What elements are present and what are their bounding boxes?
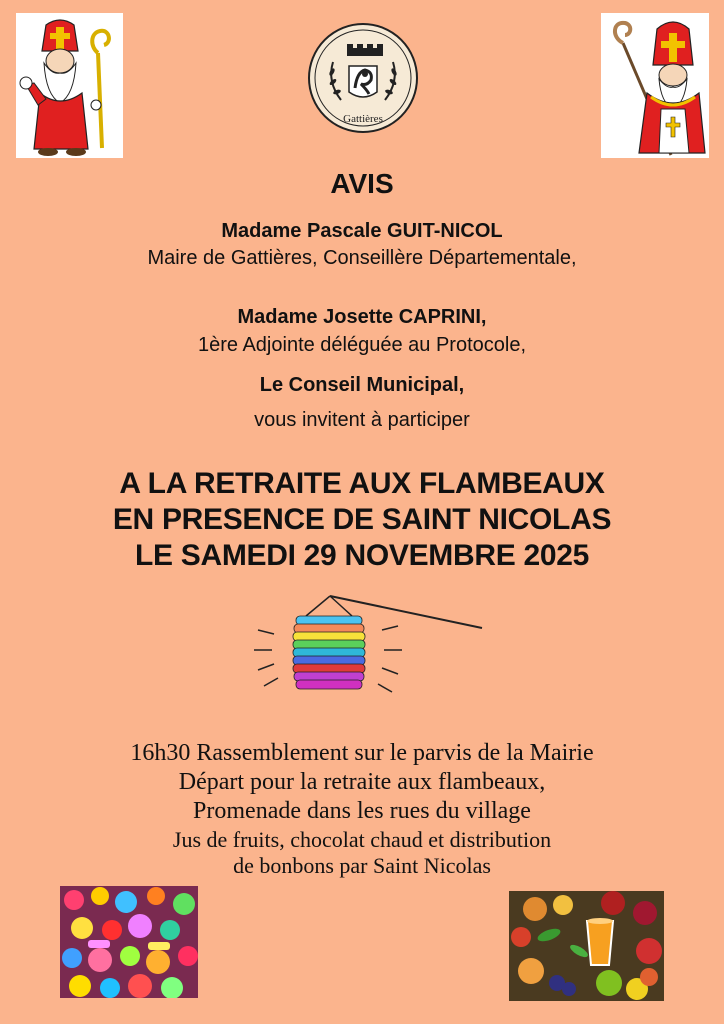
deputy-name: Madame Josette CAPRINI, [237,306,487,328]
logo-town-name: Gattières [343,113,383,125]
program-line-5: de bonbons par Saint Nicolas [233,853,491,878]
fruit-photo [509,891,664,1001]
program-line-3: Promenade dans les rues du village [193,798,531,824]
lantern-icon [248,588,488,708]
saint-nicolas-left-illustration [16,13,123,158]
host-role: Maire de Gattières, Conseillère Départementale, [147,247,577,269]
saint-nicolas-right-illustration [601,13,709,158]
program-line-4: Jus de fruits, chocolat chaud et distribution [172,827,552,852]
program-line-2: Départ pour la retraite aux flambeaux, [178,769,546,795]
deputy-role: 1ère Adjointe déléguée au Protocole, [197,334,527,356]
gattieres-coat-of-arms-logo [307,22,419,134]
headline-line-2: EN PRESENCE DE SAINT NICOLAS [112,503,612,536]
fruit-icon [509,891,664,1001]
notice-title: AVIS [330,168,394,199]
saint-nicolas-icon [601,13,709,158]
host-name: Madame Pascale GUIT-NICOL [221,220,503,242]
headline-line-3: LE SAMEDI 29 NOVEMBRE 2025 [134,539,589,572]
program-line-1: 16h30 Rassemblement sur le parvis de la Mairie [130,740,594,766]
saint-nicolas-icon [16,13,123,158]
invitation-text: vous invitent à participer [254,409,470,431]
candy-photo [60,886,198,998]
council-name: Le Conseil Municipal, [259,374,465,396]
paper-lantern-illustration [248,588,488,708]
coat-of-arms-icon [307,22,419,134]
candy-icon [60,886,198,998]
headline-line-1: A LA RETRAITE AUX FLAMBEAUX [119,467,605,500]
